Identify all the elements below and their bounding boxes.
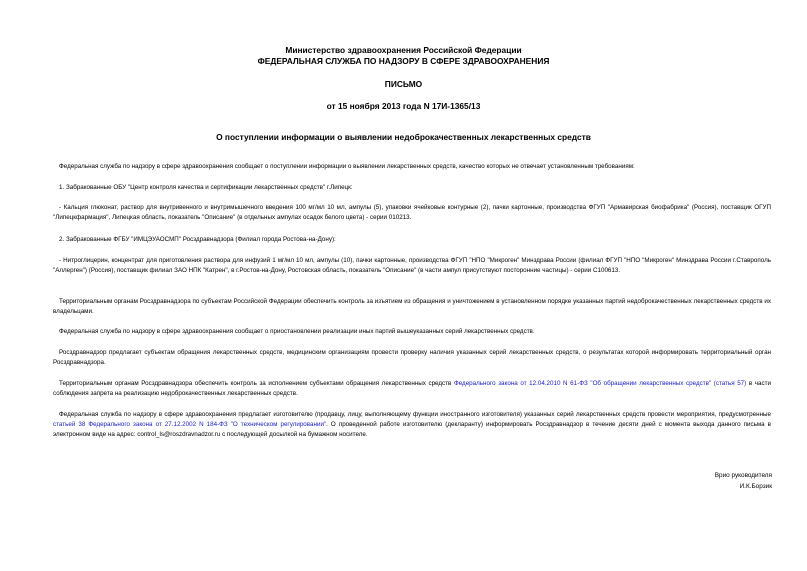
service-title: ФЕДЕРАЛЬНАЯ СЛУЖБА ПО НАДЗОРУ В СФЕРЕ ЗДРАВООХРАНЕНИЯ [257, 56, 550, 66]
control-text-c: в части соблюдения запрета на реализацию недоброкачественных лекарственных средств. [53, 380, 771, 397]
item2-title: 2. Забракованные ФГБУ "ИМЦЭУАОСМП" Росздравнадзора (Филиал города Ростова-на-Дону): [59, 236, 336, 243]
item2-text: - Нитроглицерин, концентрат для приготовления раствора для инфузий 1 мг/мл 10 мл, ампулы (10), пачки картонные, производства ФГУП "НПО "Микроген" Минздрава России (филиал ФГУП "НПО "Микроген" Минздрава России г.Ставрополь "Аллерген") (Россия), поставщик филиал ЗАО НПК "Катрен", в г.Ростов-на-Дону, Ростовская область, показатель "Описание" (в части ампул присутствуют посторонние частицы) - серии С100613. [53, 257, 771, 274]
control-text-a: Территориальным органам Росздравнадзора обеспечить контроль за исполнением субъектами обращения лекарственных средств [59, 380, 454, 387]
territorial-paragraph: Территориальным органам Росздравнадзора по субъектам Российской Федерации обеспечить контроль за изъятием из обращения и уничтожением в установленном порядке указанных партий недоброкачественных лекарственных средств их владельцами. [53, 298, 771, 315]
article-57-link[interactable]: (статья 57) [713, 380, 747, 387]
propose-paragraph: Росздравнадзор предлагает субъектам обращения лекарственных средств, медицинским организациям провести проверку наличия указанных серий лекарственных средств, о результатах которой информировать территориальный орган Росздравнадзора. [53, 349, 771, 366]
law-184fz-link[interactable]: статьей 38 Федерального закона от 27.12.2002 N 184-ФЗ "О техническом регулировании" [53, 421, 327, 428]
doc-date-number: от 15 ноября 2013 года N 17И-1365/13 [326, 101, 481, 111]
control-paragraph [53, 379, 771, 399]
signature-position: Врио руководителя [714, 472, 772, 479]
mfr-text-b: . О проведенной работе изготовителю (декларанту) информировать Росздравнадзор в течение десяти дней с момента выхода данного письма в электронном виде на адрес: control_ls@roszdravnadzor.ru с последующей досылкой на бумажном носителе. [53, 421, 771, 438]
signature-name: И.К.Борзик [739, 483, 772, 490]
ministry-title: Министерство здравоохранения Российской Федерации [285, 45, 522, 55]
doc-subject: О поступлении информации о выявлении недоброкачественных лекарственных средств [216, 132, 591, 142]
item1-text: - Кальция глюконат, раствор для внутривенного и внутримышечного введения 100 мг/мл 10 мл, ампулы (5), упаковки ячейковые контурные (2), пачки картонные, производства ФГУП "Армавирская биофабрика" (Россия), поставщик ОГУП "Липецкфармация", Липецкая область, показатель "Описание" (в отдельных ампулах осадок белого цвета) - серии 010213. [53, 204, 771, 221]
intro-paragraph: Федеральная служба по надзору в сфере здравоохранения сообщает о поступлении информации о выявлении лекарственных средств, качество которых не отвечает установленным требованиям: [59, 163, 635, 170]
mfr-text-a: Федеральная служба по надзору в сфере здравоохранения предлагает изготовителю (продавцу, лицу, выполняющему функции иностранного изготовителя) указанных серий лекарственных средств провести мероприятия, предусмотренные [59, 411, 771, 418]
suspension-paragraph: Федеральная служба по надзору в сфере здравоохранения сообщает о приостановлении реализации иных партий вышеуказанных серий лекарственных средств. [59, 328, 535, 335]
doc-type: ПИСЬМО [384, 79, 423, 89]
item1-title: 1. Забракованные ОБУ "Центр контроля качества и сертификации лекарственных средств" г.Липецк: [59, 184, 353, 191]
manufacturer-paragraph [53, 410, 771, 440]
law-61fz-link[interactable]: Федерального закона от 12.04.2010 N 61-ФЗ "Об обращении лекарственных средств" [453, 380, 712, 387]
